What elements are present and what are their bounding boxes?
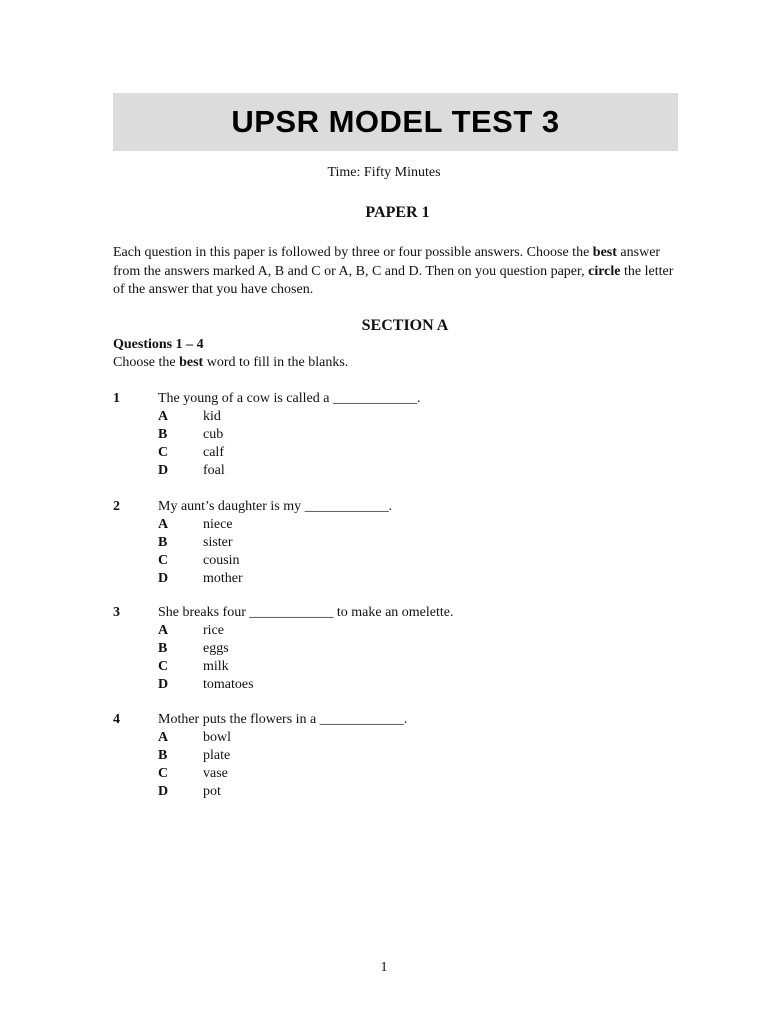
question-number: 3	[113, 605, 120, 620]
question-stem-row	[113, 604, 678, 622]
question-number: 1	[113, 391, 120, 406]
question-3	[113, 604, 678, 694]
option-c[interactable]	[113, 552, 678, 570]
option-text: rice	[203, 623, 224, 638]
direction-emphasis-best: best	[179, 355, 204, 370]
instructions-text-2: answer from the answers marked A, B and C or A, B, C and D. Then on you question paper,	[113, 245, 661, 279]
option-a[interactable]	[113, 622, 678, 640]
question-stem: Mother puts the flowers in a ____________.	[158, 712, 408, 727]
option-letter: B	[158, 535, 168, 550]
option-c[interactable]	[113, 444, 678, 462]
option-a[interactable]	[113, 729, 678, 747]
option-d[interactable]	[113, 783, 678, 801]
paper-title: PAPER 1	[365, 204, 430, 221]
option-text: mother	[203, 571, 243, 586]
title-banner	[113, 93, 678, 151]
section-title: SECTION A	[361, 317, 449, 334]
option-text: calf	[203, 445, 224, 460]
option-b[interactable]	[113, 534, 678, 552]
direction-text-1: Choose the	[113, 355, 180, 370]
option-letter: B	[158, 427, 168, 442]
option-text: tomatoes	[203, 677, 254, 692]
option-letter: B	[158, 641, 168, 656]
option-letter: B	[158, 748, 168, 763]
question-stem-row	[113, 498, 678, 516]
question-stem: The young of a cow is called a ____________.	[158, 391, 421, 406]
option-letter: D	[158, 571, 169, 586]
question-4	[113, 711, 678, 801]
option-letter: D	[158, 463, 169, 478]
option-letter: D	[158, 677, 169, 692]
question-2	[113, 498, 678, 588]
option-text: vase	[203, 766, 228, 781]
option-d[interactable]	[113, 676, 678, 694]
option-c[interactable]	[113, 658, 678, 676]
option-letter: A	[158, 730, 169, 745]
option-letter: A	[158, 409, 169, 424]
option-d[interactable]	[113, 462, 678, 480]
option-text: sister	[203, 535, 233, 550]
option-b[interactable]	[113, 426, 678, 444]
question-stem: She breaks four ____________ to make an omelette.	[158, 605, 454, 620]
option-a[interactable]	[113, 516, 678, 534]
instructions-text-1: Each question in this paper is followed by three or four possible answers. Choose the	[113, 245, 593, 260]
direction-text-2: word to fill in the blanks.	[203, 355, 349, 370]
option-c[interactable]	[113, 765, 678, 783]
question-stem: My aunt’s daughter is my ____________.	[158, 499, 393, 514]
option-letter: C	[158, 766, 169, 781]
option-b[interactable]	[113, 747, 678, 765]
question-number: 2	[113, 499, 120, 514]
section-direction	[113, 355, 348, 371]
questions-range-heading: Questions 1 – 4	[113, 337, 204, 352]
option-text: cousin	[203, 553, 240, 568]
option-text: pot	[203, 784, 221, 799]
option-text: niece	[203, 517, 233, 532]
option-d[interactable]	[113, 570, 678, 588]
option-text: milk	[203, 659, 229, 674]
option-b[interactable]	[113, 640, 678, 658]
option-text: bowl	[203, 730, 231, 745]
instructions-emphasis-circle: circle	[588, 263, 621, 279]
option-letter: C	[158, 553, 169, 568]
option-text: plate	[203, 748, 231, 763]
option-text: cub	[203, 427, 224, 442]
option-letter: C	[158, 659, 169, 674]
option-letter: A	[158, 517, 169, 532]
option-text: eggs	[203, 641, 229, 656]
instructions-text-3: the letter of the answer that you have chosen.	[113, 263, 674, 297]
question-stem-row	[113, 390, 678, 408]
instructions-paragraph	[113, 244, 678, 300]
instructions-emphasis-best: best	[592, 245, 617, 260]
option-letter: D	[158, 784, 169, 799]
option-letter: C	[158, 445, 169, 460]
page-title: UPSR MODEL TEST 3	[231, 104, 560, 139]
option-letter: A	[158, 623, 169, 638]
option-text: foal	[203, 463, 225, 478]
time-note: Time: Fifty Minutes	[327, 165, 441, 180]
question-1	[113, 390, 678, 480]
page-number: 1	[380, 960, 388, 975]
option-a[interactable]	[113, 408, 678, 426]
question-number: 4	[113, 712, 120, 727]
question-stem-row	[113, 711, 678, 729]
option-text: kid	[203, 409, 221, 424]
